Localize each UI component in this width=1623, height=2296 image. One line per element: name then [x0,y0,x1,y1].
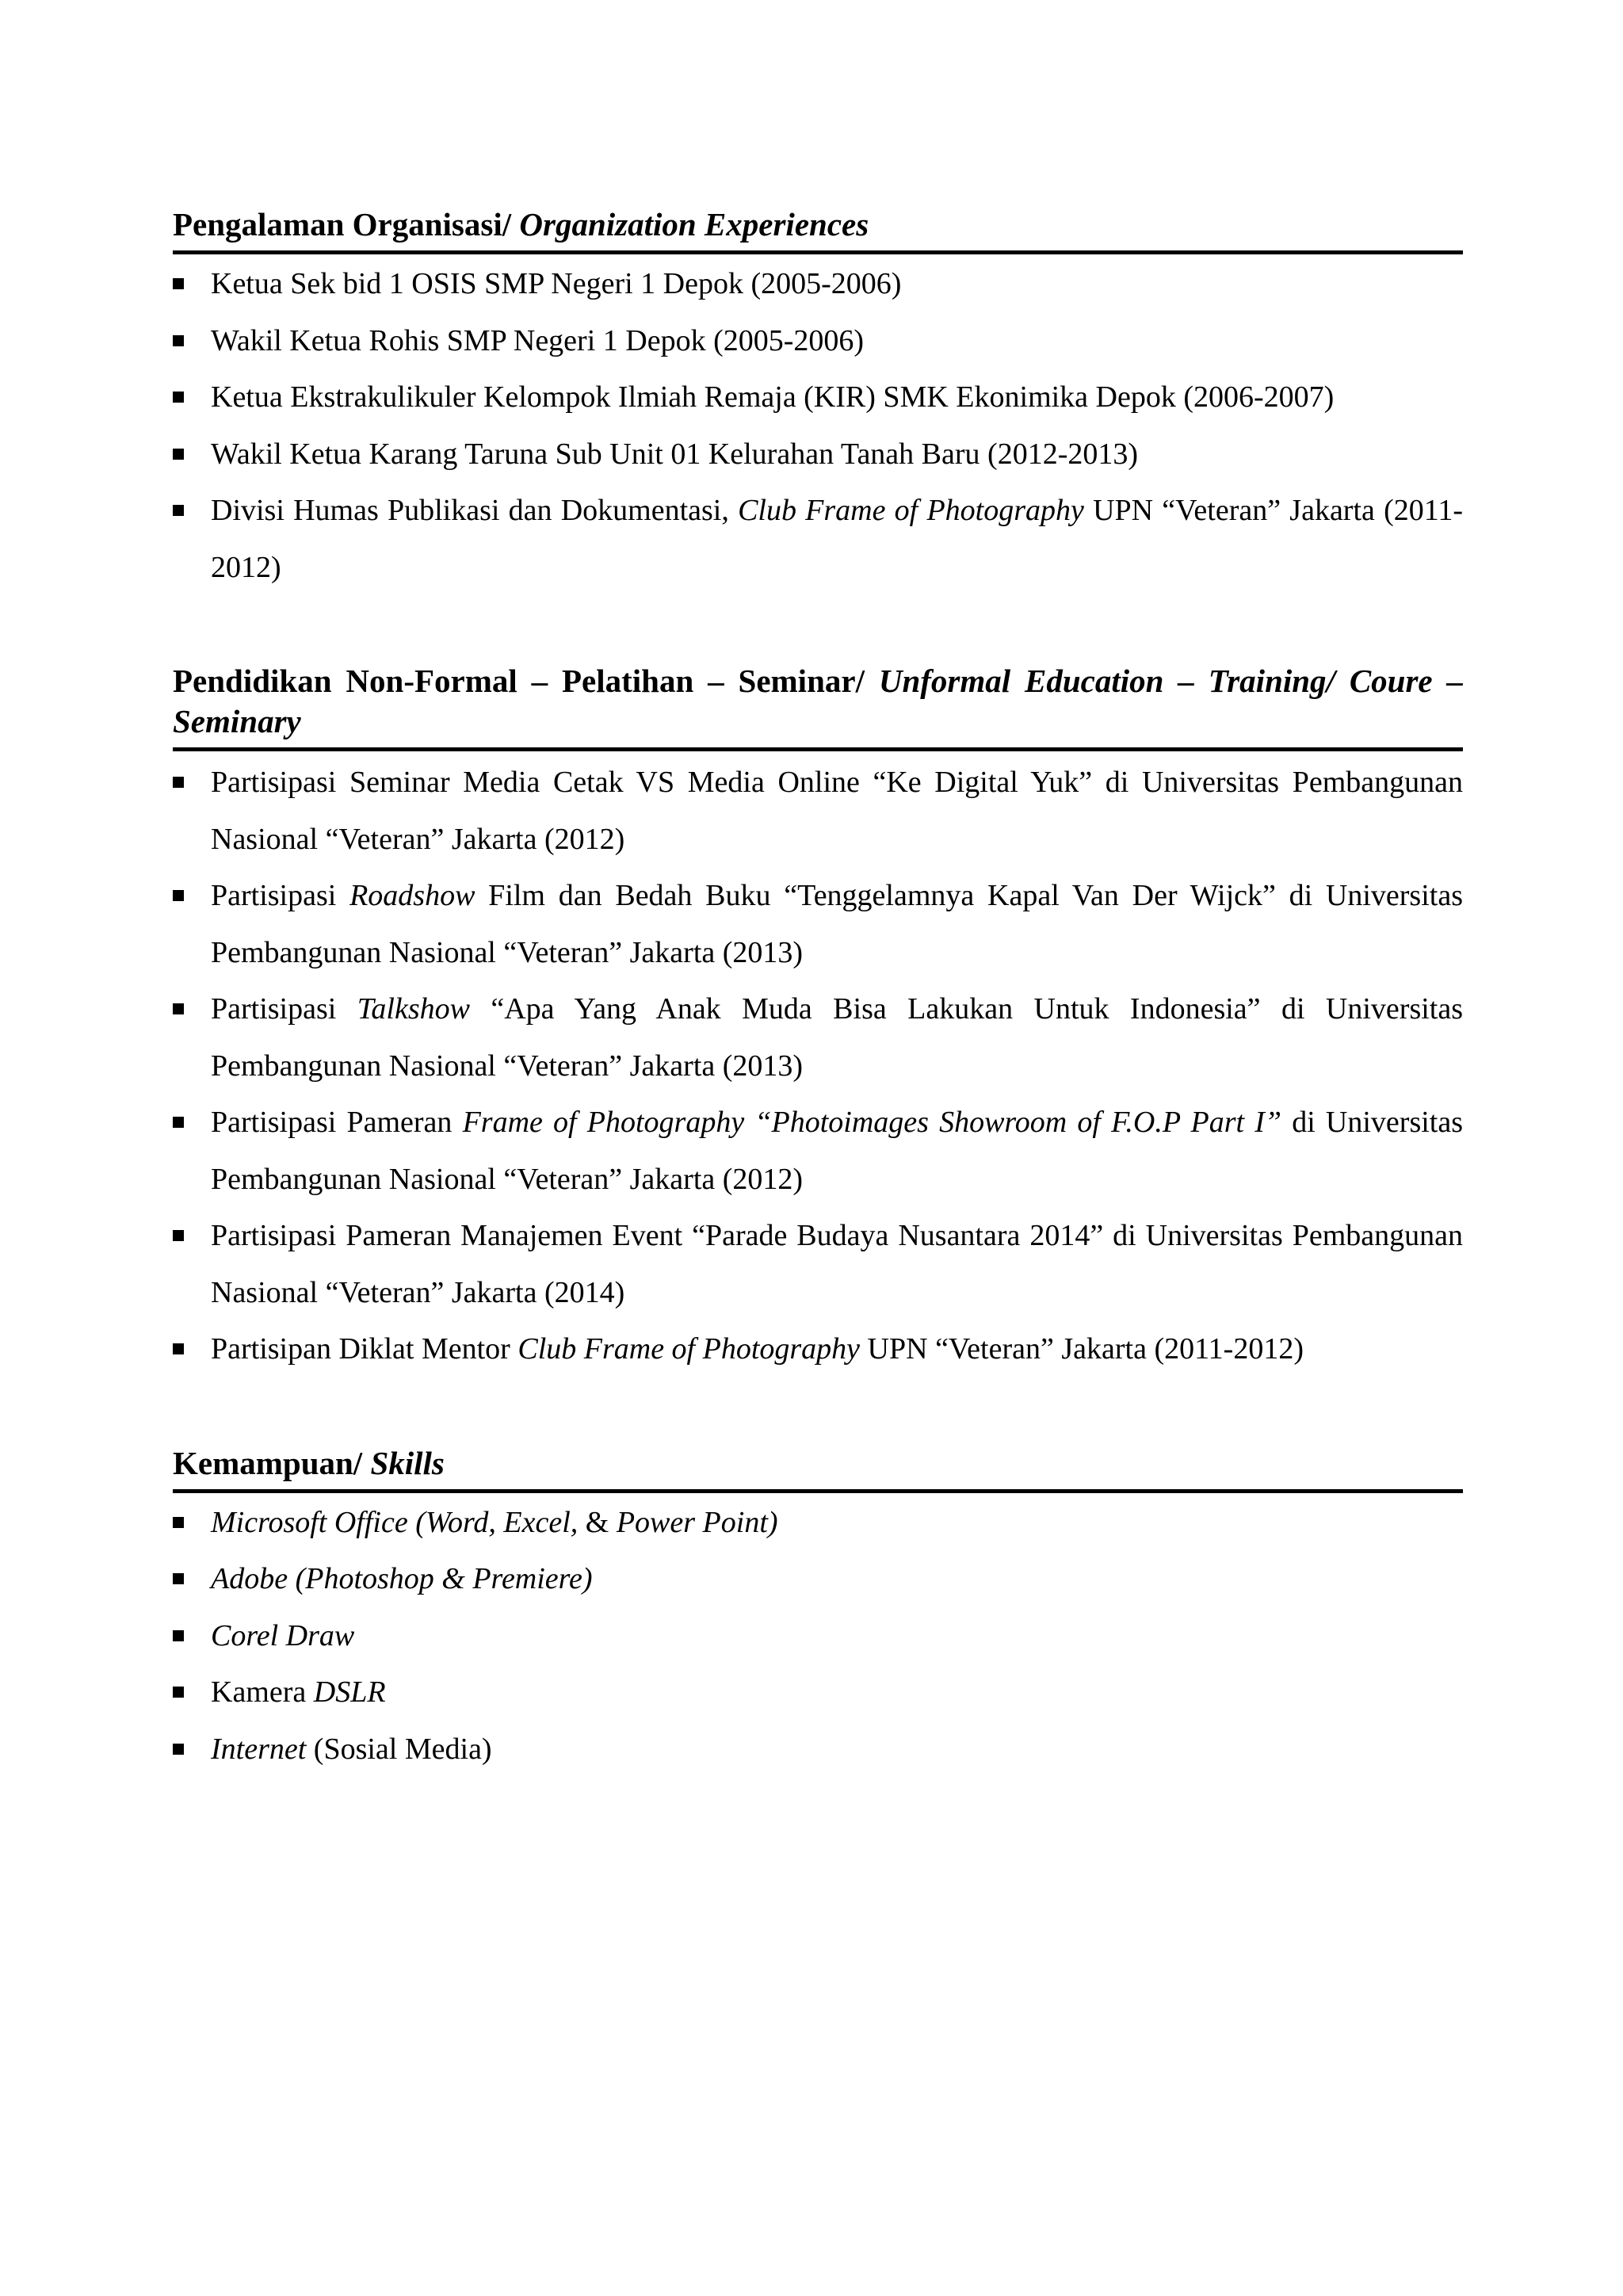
square-bullet-icon [173,1003,184,1014]
item-text: Partisipan Diklat Mentor [211,1332,518,1366]
list-item [173,426,1463,483]
list-item [173,1495,1463,1552]
square-bullet-icon [173,1517,184,1528]
list-item [173,1664,1463,1721]
square-bullet-icon [173,392,184,403]
item-text-italic: Club Frame of Photography [517,1332,861,1366]
square-bullet-icon [173,890,184,901]
square-bullet-icon [173,1230,184,1241]
list-item [173,981,1463,1095]
item-text-italic: Roadshow [349,879,475,912]
nonformal-education-section [173,661,1463,1378]
skills-section [173,1443,1463,1778]
list-item [173,483,1463,596]
list-item [173,1095,1463,1208]
nonformal-heading-plain: Pendidikan Non-Formal – Pelatihan – Seminar/ [173,663,879,699]
square-bullet-icon [173,449,184,460]
organization-heading-italic: Organization Experiences [519,206,869,243]
item-text: UPN “Veteran” Jakarta (2011-2012) [211,494,1463,584]
list-item [173,1608,1463,1665]
item-text: Ketua Sek bid 1 OSIS SMP Negeri 1 Depok (2005-2006) [211,267,902,300]
item-text: Divisi Humas Publikasi dan Dokumentasi, [211,494,739,527]
item-text: Film dan Bedah Buku “Tenggelamnya Kapal Van Der Wijck” di Universitas Pembangunan Nasional “Veteran” Jakarta (2013) [211,879,1463,969]
item-text: Wakil Ketua Karang Taruna Sub Unit 01 Kelurahan Tanah Baru (2012-2013) [211,437,1139,471]
item-text-italic: DSLR [313,1675,386,1709]
nonformal-heading [173,661,1463,751]
item-text: Partisipasi Pameran [211,1106,463,1139]
item-text: Wakil Ketua Rohis SMP Negeri 1 Depok (2005-2006) [211,323,865,357]
list-item [173,1721,1463,1778]
nonformal-heading-italic: Unformal Education – Training/ Coure – Seminary [173,663,1463,739]
skills-heading-plain: Kemampuan/ [173,1444,371,1481]
skills-heading [173,1443,1463,1493]
item-text: Partisipasi Seminar Media Cetak VS Media Online “Ke Digital Yuk” di Universitas Pembangunan Nasional “Veteran” Jakarta (2012) [211,766,1463,856]
organization-heading-plain: Pengalaman Organisasi/ [173,206,520,243]
item-text-italic: Corel Draw [211,1618,355,1652]
item-text: Kamera [211,1675,314,1709]
list-item [173,755,1463,868]
list-item [173,313,1463,370]
item-text: UPN “Veteran” Jakarta (2011-2012) [860,1332,1304,1366]
list-item [173,369,1463,426]
list-item [173,1321,1463,1378]
item-text-italic: Frame of Photography “Photoimages Showroom of F.O.P Part I” [462,1106,1282,1139]
skills-list [173,1495,1463,1778]
item-text-italic: Internet [211,1732,307,1766]
square-bullet-icon [173,1573,184,1584]
square-bullet-icon [173,1117,184,1128]
item-text-italic: Talkshow [357,992,470,1026]
list-item [173,1208,1463,1321]
square-bullet-icon [173,278,184,289]
cv-page [173,204,1463,1778]
list-item [173,868,1463,981]
item-text: Ketua Ekstrakulikuler Kelompok Ilmiah Remaja (KIR) SMK Ekonimika Depok (2006-2007) [211,380,1335,414]
nonformal-list [173,755,1463,1378]
square-bullet-icon [173,1687,184,1698]
organization-section [173,204,1463,596]
item-text-italic: Power Point) [609,1505,778,1539]
item-text: Partisipasi Pameran Manajemen Event “Parade Budaya Nusantara 2014” di Universitas Pembangunan Nasional “Veteran” Jakarta (2014) [211,1219,1463,1309]
item-text: “Apa Yang Anak Muda Bisa Lakukan Untuk Indonesia” di Universitas Pembangunan Nasional “Veteran” Jakarta (2013) [211,992,1464,1083]
square-bullet-icon [173,1343,184,1354]
square-bullet-icon [173,1630,184,1641]
skills-heading-italic: Skills [370,1444,445,1481]
item-text-italic: Adobe (Photoshop & Premiere) [211,1562,593,1595]
list-item [173,1551,1463,1608]
square-bullet-icon [173,777,184,788]
square-bullet-icon [173,505,184,516]
item-text: & [585,1505,609,1539]
organization-list [173,256,1463,596]
organization-heading [173,204,1463,254]
square-bullet-icon [173,335,184,346]
item-text: di Universitas Pembangunan Nasional “Veteran” Jakarta (2012) [211,1106,1463,1196]
item-text: Partisipasi [211,879,350,912]
item-text: (Sosial Media) [306,1732,492,1766]
item-text-italic: Club Frame of Photography [738,494,1084,527]
item-text: Partisipasi [211,992,357,1026]
square-bullet-icon [173,1744,184,1755]
item-text-italic: Microsoft Office (Word, Excel, [211,1505,586,1539]
list-item [173,256,1463,313]
